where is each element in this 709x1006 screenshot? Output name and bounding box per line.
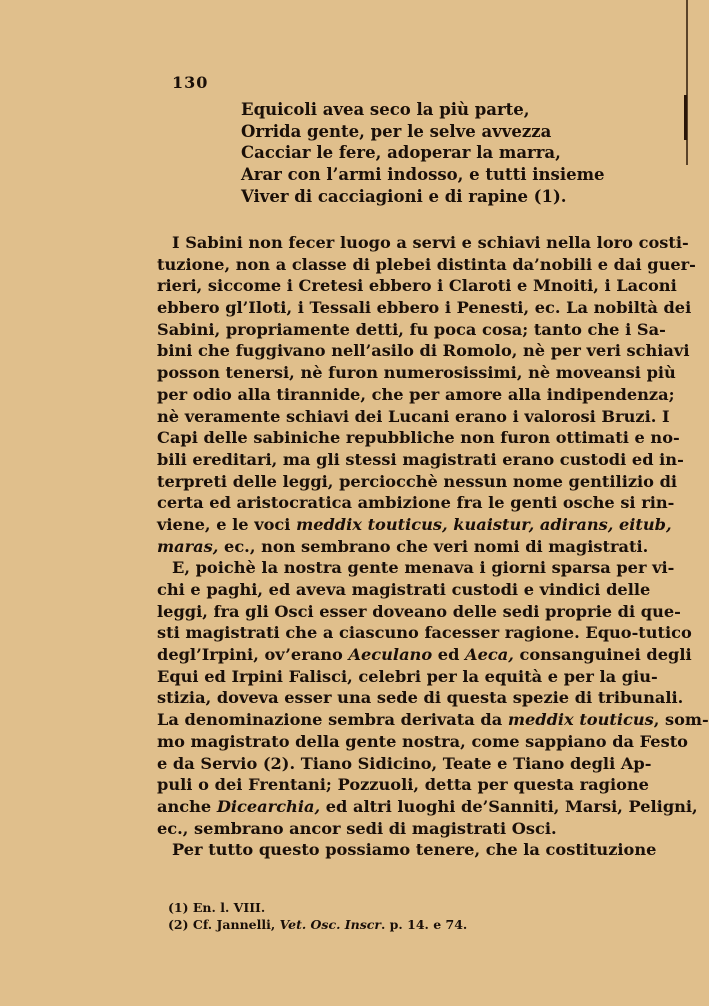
text-line: [157, 319, 666, 341]
text-line: [157, 254, 696, 276]
text-line: [157, 514, 672, 536]
italic-term: Aeca,: [465, 645, 514, 665]
page-edge-line: [686, 0, 688, 165]
verse-line: Arar con l’armi indosso, e tutti insieme: [241, 165, 605, 185]
text-line: [157, 644, 692, 666]
text-segment: bini che fuggivano nell’asilo di Romolo, nè per veri schiavi: [157, 341, 690, 361]
verse-line: Viver di cacciagioni e di rapine (1).: [241, 186, 567, 206]
text-segment: mo magistrato della gente nostra, come sappiano da Festo: [157, 731, 688, 751]
text-line: [157, 449, 684, 471]
footnotes: [168, 899, 467, 933]
text-line: [157, 427, 680, 449]
text-line: [157, 818, 649, 840]
text-segment: E, poichè la nostra gente menava i giorni sparsa per vi-: [172, 558, 675, 578]
text-line: [157, 753, 652, 775]
text-line: [157, 536, 649, 558]
text-segment: posson tenersi, nè furon numerosissimi, nè moveansi più: [157, 363, 676, 383]
text-line: [157, 666, 658, 688]
text-line: [157, 579, 649, 601]
text-segment: bili ereditari, ma gli stessi magistrati erano custodi ed in-: [157, 449, 684, 469]
text-segment: Per tutto questo possiamo tenere, che la costituzione: [172, 840, 657, 860]
text-line: [157, 731, 688, 753]
footnote: [168, 899, 467, 916]
text-line: [157, 622, 692, 644]
verse-quotation: [241, 99, 605, 208]
text-line: [157, 471, 678, 493]
verse-line: Orrida gente, per le selve avvezza: [241, 121, 552, 141]
verse-line: Equicoli avea seco la più parte,: [241, 100, 530, 119]
text-segment: Sabini, propriamente detti, fu poca cosa; tanto che i Sa-: [157, 319, 666, 339]
text-segment: , som-: [653, 710, 709, 730]
text-line: [157, 601, 681, 623]
italic-term: Aeculano: [348, 645, 433, 665]
italic-term: Vet. Osc. Inscr: [279, 917, 381, 932]
text-line: [157, 297, 692, 319]
text-line: [157, 340, 690, 362]
text-segment: stizia, doveva esser una sede di questa spezie di tribunali.: [157, 688, 684, 708]
text-line: [157, 384, 675, 406]
text-segment: Equi ed Irpini Falisci, celebri per la equità e per la giu-: [157, 666, 658, 686]
body-text: [157, 232, 709, 861]
text-line: [157, 687, 684, 709]
italic-term: maras,: [157, 536, 219, 556]
text-segment: puli o dei Frentani; Pozzuoli, detta per questa ragione: [157, 775, 649, 795]
text-line: [157, 709, 709, 731]
text-line: [157, 232, 689, 254]
italic-term: meddix touticus, kuaistur, adirans, eitub,: [296, 514, 672, 534]
text-line: [157, 557, 675, 579]
text-segment: nè veramente schiavi dei Lucani erano i valorosi Bruzi. I: [157, 406, 670, 426]
text-segment: anche: [157, 796, 217, 816]
text-segment: I Sabini non fecer luogo a servi e schiavi nella loro costi-: [172, 233, 689, 252]
text-segment: (2) Cf. Jannelli,: [168, 917, 280, 932]
text-segment: sti magistrati che a ciascuno facesser ragione. Equo-tutico: [157, 623, 692, 643]
text-segment: . p. 14. e 74.: [380, 917, 468, 932]
text-line: [157, 362, 676, 384]
text-segment: degl’Irpini, ov’erano: [157, 645, 349, 665]
text-segment: tuzione, non a classe di plebei distinta da’nobili e dai guer-: [157, 254, 696, 274]
text-segment: Capi delle sabiniche repubbliche non furon ottimati e no-: [157, 428, 680, 448]
text-line: [157, 275, 677, 297]
text-line: [157, 796, 698, 818]
italic-term: meddix touticus: [507, 710, 654, 730]
text-segment: viene, e le voci: [157, 514, 297, 534]
text-segment: e da Servio (2). Tiano Sidicino, Teate e Tiano degli Ap-: [157, 753, 652, 773]
text-line: [157, 406, 670, 428]
text-segment: chi e paghi, ed aveva magistrati custodi e vindici delle: [157, 580, 651, 599]
text-segment: certa ed aristocratica ambizione fra le genti osche si rin-: [157, 493, 675, 513]
text-segment: rieri, siccome i Cretesi ebbero i Claroti e Mnoiti, i Laconi: [157, 276, 677, 296]
text-segment: La denominazione sembra derivata da: [157, 710, 508, 730]
page-edge-mark: [684, 95, 687, 140]
text-segment: leggi, fra gli Osci esser doveano delle sedi proprie di que-: [157, 601, 681, 621]
text-segment: ec., non sembrano che veri nomi di magistrati.: [218, 536, 649, 556]
text-segment: ed: [432, 645, 466, 665]
page-number: 130: [172, 73, 209, 92]
text-line: [157, 839, 657, 861]
text-segment: ec., sembrano ancor sedi di magistrati Osci.: [157, 818, 557, 838]
text-segment: ed altri luoghi de’Sanniti, Marsi, Peligni,: [320, 796, 698, 816]
text-line: [157, 774, 649, 796]
footnote: [168, 916, 467, 933]
text-segment: (1) En. l. VIII.: [168, 900, 266, 915]
text-segment: ebbero gl’Iloti, i Tessali ebbero i Penesti, ec. La nobiltà dei: [157, 298, 692, 318]
italic-term: Dicearchia,: [216, 796, 321, 816]
text-line: [157, 492, 675, 514]
text-segment: terpreti delle leggi, perciocchè nessun nome gentilizio di: [157, 471, 678, 491]
text-segment: per odio alla tirannide, che per amore alla indipendenza;: [157, 384, 675, 404]
verse-line: Cacciar le fere, adoperar la marra,: [241, 143, 561, 163]
text-segment: consanguinei degli: [513, 645, 692, 665]
